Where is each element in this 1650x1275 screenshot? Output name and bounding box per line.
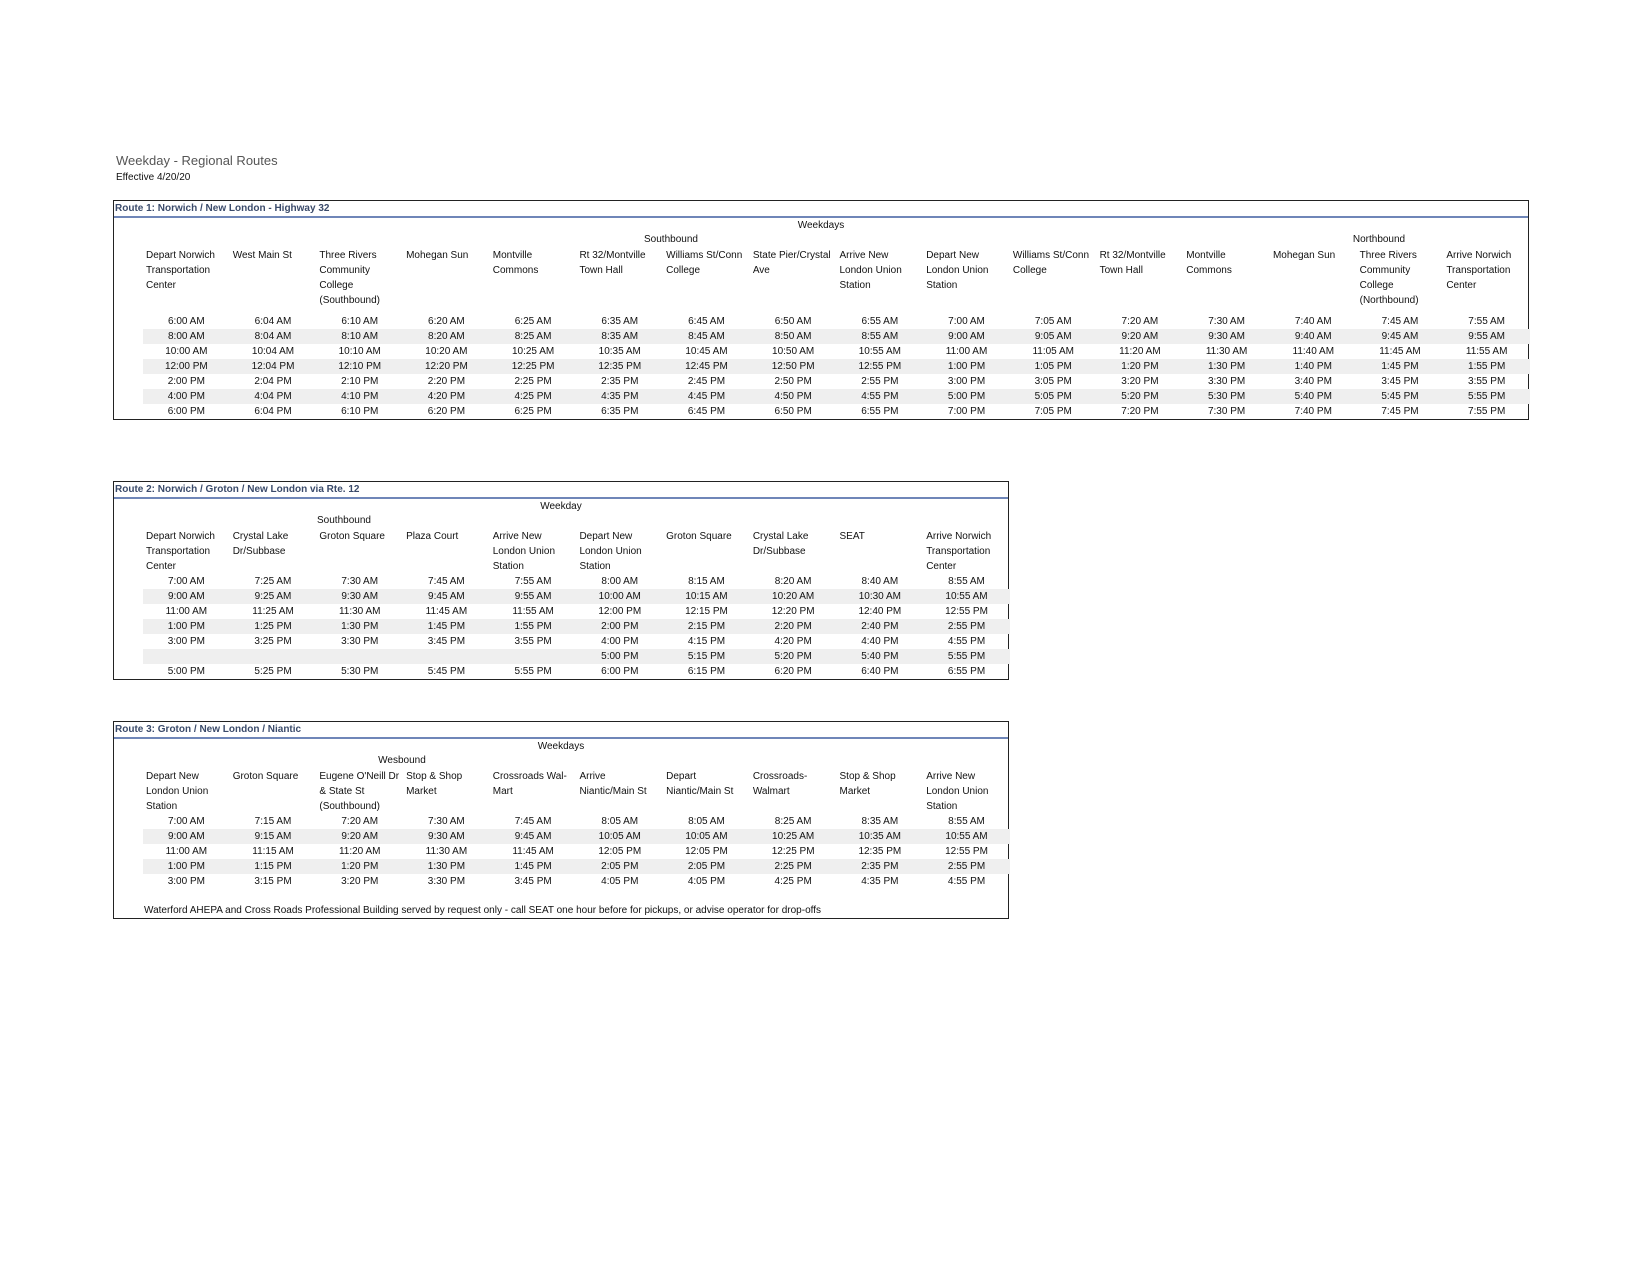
route-1-direction-row [114,233,1528,248]
table-cell: 9:20 AM [316,829,403,844]
table-cell: 10:20 AM [425,346,468,357]
route-1-southbound-label: Southbound [644,234,698,245]
table-cell: 12:35 PM [858,846,902,857]
route-3-westbound-label: Wesbound [378,755,426,766]
table-cell: 10:20 AM [750,589,837,604]
table-cell: 11:55 AM [512,606,554,617]
table-cell: 10:55 AM [858,346,901,357]
column-header: Crossroads Wal- Mart [492,771,567,797]
table-cell: 10:10 AM [338,346,381,357]
table-cell: 10:25 AM [750,829,837,844]
table-cell: 5:55 PM [514,666,552,677]
table-cell: 2:35 PM [837,859,924,874]
column-header: Arrive Norwich Transportation Center [926,531,992,572]
table-cell: 11:20 AM [338,846,381,857]
table-cell: 7:40 AM [1294,316,1332,327]
table-cell: 3:00 PM [947,376,986,387]
table-cell: 9:05 AM [1010,329,1097,344]
table-cell: 5:00 PM [923,389,1010,404]
table-cell: 2:00 PM [167,376,205,387]
table-cell: 9:15 AM [230,829,317,844]
table-cell: 7:30 AM [1208,316,1245,327]
table-cell: 2:10 PM [341,376,379,387]
table-cell: 6:25 AM [514,316,552,327]
table-cell: 10:00 AM [576,589,663,604]
table-cell: 3:45 PM [1381,376,1419,387]
column-header: Depart Niantic/Main St [666,771,734,797]
route-2-banner: Weekday [540,501,582,512]
table-cell: 6:25 PM [514,406,552,417]
column-header: Williams St/Conn College [666,250,743,276]
table-cell: 8:10 AM [316,329,403,344]
table-cell: 1:00 PM [143,859,230,874]
column-header: Arrive New London Union Station [926,771,989,812]
table-cell: 4:55 PM [837,389,924,404]
table-cell: 1:20 PM [1097,359,1184,374]
table-cell: 12:04 PM [230,359,317,374]
table-cell: 10:50 AM [772,346,815,357]
table-cell: 2:25 PM [750,859,837,874]
table-cell: 8:35 AM [576,329,663,344]
table-cell: 5:40 PM [1270,389,1357,404]
table-cell: 5:40 PM [837,649,924,664]
table-cell: 4:50 PM [750,389,837,404]
table-cell: 4:20 PM [774,636,812,647]
route-1-table [113,200,1529,420]
table-cell: 1:55 PM [490,619,577,634]
table-cell: 12:35 PM [576,359,663,374]
table-cell: 3:30 PM [341,636,379,647]
table-cell: 4:25 PM [490,389,577,404]
table-cell: 5:20 PM [750,649,837,664]
table-cell: 7:30 AM [428,816,465,827]
table-cell: 6:10 PM [341,406,379,417]
table-cell: 6:35 PM [601,406,639,417]
table-cell: 2:05 PM [663,859,750,874]
table-cell: 7:45 AM [514,816,552,827]
table-cell: 7:20 PM [1121,406,1159,417]
table-cell: 9:40 AM [1270,329,1357,344]
table-cell: 8:50 AM [750,329,837,344]
column-header: Crossroads- Walmart [752,771,808,797]
table-cell: 7:00 AM [167,816,205,827]
table-cell: 1:55 PM [1443,359,1530,374]
table-cell: 7:30 AM [341,576,379,587]
table-cell: 7:55 AM [514,576,552,587]
table-cell: 12:20 PM [403,359,490,374]
table-cell: 8:55 AM [837,329,924,344]
route-1-banner: Weekdays [797,220,845,231]
table-cell [143,649,230,664]
table-cell: 8:35 AM [861,816,899,827]
table-cell: 11:30 AM [425,846,468,857]
table-cell: 7:20 AM [341,816,379,827]
table-cell: 3:30 PM [1207,376,1246,387]
table-cell: 5:30 PM [1183,389,1270,404]
table-cell: 5:25 PM [254,666,292,677]
table-cell [230,649,317,664]
route-3-banner: Weekdays [537,741,585,752]
table-cell: 7:45 AM [1381,316,1419,327]
route-1-northbound-label: Northbound [1352,234,1406,245]
table-cell: 3:55 PM [1468,376,1506,387]
route-3-direction-row [114,754,1008,769]
table-cell: 3:00 PM [167,636,205,647]
table-cell: 12:40 PM [858,606,902,617]
table-cell: 6:10 AM [341,316,379,327]
table-cell: 1:20 PM [316,859,403,874]
table-cell: 12:00 PM [143,359,230,374]
table-cell: 2:35 PM [601,376,639,387]
document-title: Weekday - Regional Routes [116,153,278,168]
table-cell: 11:00 AM [945,346,988,357]
table-cell: 6:04 AM [254,316,292,327]
table-cell: 6:50 PM [774,406,812,417]
table-cell: 8:55 AM [948,576,985,587]
table-cell: 6:00 PM [601,666,639,677]
table-cell: 1:25 PM [230,619,317,634]
column-header: Arrive Niantic/Main St [579,771,647,797]
table-cell: 8:40 AM [861,576,899,587]
table-cell: 8:25 AM [490,329,577,344]
table-cell: 8:20 AM [403,329,490,344]
table-cell: 11:00 AM [165,606,208,617]
table-cell: 12:05 PM [598,846,642,857]
table-cell: 8:04 AM [230,329,317,344]
table-cell: 7:00 PM [947,406,986,417]
column-header: Stop & Shop Market [839,771,896,797]
table-cell: 10:45 AM [685,346,728,357]
column-header: Mohegan Sun [1272,250,1336,261]
column-header: Groton Square [666,531,732,542]
table-cell: 1:30 PM [316,619,403,634]
column-header: Three Rivers Community College (Southbound) [319,250,380,306]
route-1-title: Route 1: Norwich / New London - Highway 32 [114,201,1528,218]
table-cell: 11:00 AM [165,846,208,857]
table-cell: 9:25 AM [230,589,317,604]
column-header: Montville Commons [492,250,539,276]
table-cell: 10:35 AM [598,346,641,357]
table-cell: 2:45 PM [687,376,726,387]
table-cell: 3:15 PM [254,876,292,887]
table-cell: 9:45 AM [490,829,577,844]
table-cell: 5:00 PM [167,666,205,677]
table-cell: 6:45 PM [687,406,726,417]
table-cell: 12:55 PM [945,606,988,617]
table-cell: 1:45 PM [1357,359,1444,374]
table-cell: 2:05 PM [576,859,663,874]
table-cell [490,649,577,664]
table-cell: 11:25 AM [252,606,294,617]
table-cell: 10:00 AM [165,346,208,357]
table-cell: 4:00 PM [601,636,639,647]
table-cell: 4:45 PM [663,389,750,404]
table-cell: 6:20 PM [427,406,466,417]
table-cell: 12:10 PM [316,359,403,374]
table-cell: 7:25 AM [254,576,292,587]
route-3-title: Route 3: Groton / New London / Niantic [114,722,1008,739]
table-cell: 11:30 AM [1205,346,1248,357]
table-cell: 3:20 PM [341,876,379,887]
table-cell: 12:25 PM [490,359,577,374]
table-cell: 12:25 PM [771,846,815,857]
table-cell: 12:55 PM [837,359,924,374]
table-cell: 4:00 PM [143,389,230,404]
column-header: Montville Commons [1186,250,1232,276]
column-header: Stop & Shop Market [406,771,463,797]
table-cell: 3:30 PM [427,876,466,887]
table-cell: 6:04 PM [254,406,292,417]
table-cell [316,649,403,664]
table-cell: 8:05 AM [601,816,639,827]
column-header: Mohegan Sun [406,250,469,261]
column-header: Arrive New London Union Station [839,250,902,291]
table-cell: 3:45 PM [427,636,466,647]
route-2-southbound-label: Southbound [317,515,371,526]
route-3-grid [114,769,1008,889]
table-cell: 7:30 PM [1207,406,1246,417]
column-header: Williams St/Conn College [1012,250,1090,276]
column-header: Depart Norwich Transportation Center [146,531,215,572]
table-cell: 11:55 AM [1465,346,1508,357]
table-cell [403,649,490,664]
table-cell: 2:15 PM [663,619,750,634]
table-cell: 12:15 PM [685,606,728,617]
table-cell: 7:40 PM [1294,406,1332,417]
table-cell: 1:30 PM [1183,359,1270,374]
route-2-direction-row [114,514,1008,529]
table-cell: 6:00 PM [167,406,205,417]
table-cell: 2:55 PM [861,376,899,387]
table-cell: 9:30 AM [1183,329,1270,344]
table-cell: 2:55 PM [923,619,1010,634]
table-cell: 5:30 PM [341,666,379,677]
table-cell: 4:05 PM [601,876,639,887]
table-cell: 1:00 PM [143,619,230,634]
table-cell: 6:40 PM [861,666,899,677]
route-3-service-note: Waterford AHEPA and Cross Roads Professional Building served by request only - call SEAT one hour before for pickups, or advise operator for drop-offs [144,905,822,916]
table-cell: 7:15 AM [254,816,292,827]
table-cell: 3:45 PM [514,876,552,887]
table-cell: 11:05 AM [1032,346,1074,357]
column-header: Plaza Court [406,531,459,542]
table-cell: 3:20 PM [1121,376,1159,387]
table-cell: 9:55 AM [490,589,577,604]
table-cell: 5:00 PM [576,649,663,664]
table-cell: 5:45 PM [1357,389,1444,404]
table-cell: 6:45 AM [688,316,725,327]
table-cell: 5:55 PM [1443,389,1530,404]
table-cell: 1:15 PM [230,859,317,874]
table-cell: 1:05 PM [1010,359,1097,374]
route-2-grid [114,529,1008,679]
table-cell: 11:45 AM [425,606,468,617]
table-cell: 10:55 AM [923,829,1010,844]
table-cell: 2:00 PM [576,619,663,634]
table-cell: 7:55 PM [1468,406,1506,417]
table-cell: 1:30 PM [403,859,490,874]
table-cell: 2:55 PM [923,859,1010,874]
table-cell: 3:25 PM [254,636,292,647]
table-cell: 10:05 AM [663,829,750,844]
table-cell: 9:30 AM [403,829,490,844]
column-header: West Main St [232,250,292,261]
table-cell: 12:45 PM [663,359,750,374]
column-header: Arrive New London Union Station [492,531,556,572]
column-header: Three Rivers Community College (Northbound) [1359,250,1419,306]
table-cell: 10:35 AM [837,829,924,844]
table-cell: 3:40 PM [1294,376,1332,387]
table-cell: 4:20 PM [403,389,490,404]
table-cell: 10:05 AM [576,829,663,844]
table-cell: 11:45 AM [512,846,554,857]
column-header: SEAT [839,531,865,542]
table-cell: 6:50 AM [774,316,812,327]
table-cell: 4:55 PM [947,636,986,647]
table-cell: 7:45 AM [428,576,465,587]
table-cell: 7:05 PM [1034,406,1072,417]
table-cell: 2:04 PM [254,376,292,387]
table-cell: 2:20 PM [427,376,466,387]
table-cell: 8:00 AM [601,576,639,587]
column-header: Depart New London Union Station [579,531,642,572]
table-cell: 12:00 PM [598,606,642,617]
table-cell: 9:30 AM [316,589,403,604]
table-cell: 9:00 AM [923,329,1010,344]
table-cell: 11:45 AM [1379,346,1421,357]
table-cell: 8:45 AM [663,329,750,344]
table-cell: 2:25 PM [514,376,552,387]
table-cell: 4:35 PM [576,389,663,404]
table-cell: 9:00 AM [143,589,230,604]
table-cell: 6:20 AM [428,316,465,327]
column-header: Arrive Norwich Transportation Center [1446,250,1512,291]
column-header: Depart New London Union Station [926,250,989,291]
table-cell: 6:00 AM [167,316,205,327]
table-cell: 5:45 PM [427,666,466,677]
column-header: Rt 32/Montville Town Hall [1099,250,1166,276]
table-cell: 4:25 PM [774,876,812,887]
column-header: Crystal Lake Dr/Subbase [752,531,809,557]
table-cell: 4:15 PM [687,636,726,647]
table-cell: 5:15 PM [663,649,750,664]
table-cell: 11:15 AM [252,846,294,857]
table-cell: 6:55 PM [947,666,986,677]
table-cell: 12:05 PM [685,846,728,857]
column-header: Groton Square [232,771,299,782]
table-cell: 10:25 AM [511,346,555,357]
table-cell: 2:20 PM [750,619,837,634]
table-cell: 12:50 PM [750,359,837,374]
table-cell: 9:55 AM [1443,329,1530,344]
table-cell: 10:04 AM [251,346,295,357]
table-cell: 1:00 PM [923,359,1010,374]
column-header: Rt 32/Montville Town Hall [579,250,646,276]
column-header: Depart Norwich Transportation Center [146,250,215,291]
table-cell: 1:40 PM [1270,359,1357,374]
table-cell: 8:15 AM [688,576,725,587]
table-cell: 11:20 AM [1119,346,1161,357]
table-cell: 4:05 PM [687,876,726,887]
table-cell: 5:55 PM [923,649,1010,664]
table-cell: 6:55 PM [861,406,899,417]
table-cell: 6:15 PM [687,666,726,677]
table-cell: 3:05 PM [1034,376,1072,387]
table-cell: 7:00 AM [167,576,205,587]
route-3-table [113,721,1009,919]
column-header: Eugene O'Neill Dr & State St (Southbound) [319,771,400,812]
table-cell: 7:45 PM [1381,406,1419,417]
table-cell: 9:45 AM [403,589,490,604]
table-cell: 7:05 AM [1034,316,1072,327]
table-cell: 4:10 PM [316,389,403,404]
table-cell: 4:35 PM [861,876,899,887]
table-cell: 7:55 AM [1468,316,1505,327]
table-cell: 8:20 AM [774,576,812,587]
table-cell: 10:55 AM [923,589,1010,604]
table-cell: 7:20 AM [1121,316,1159,327]
column-header: Crystal Lake Dr/Subbase [232,531,289,557]
table-cell: 8:00 AM [143,329,230,344]
table-cell: 10:30 AM [837,589,924,604]
table-cell: 8:05 AM [688,816,725,827]
table-cell: 2:40 PM [837,619,924,634]
table-cell: 7:00 AM [948,316,985,327]
route-2-table [113,481,1009,680]
table-cell: 8:55 AM [948,816,985,827]
table-cell: 6:55 AM [861,316,899,327]
column-header: Depart New London Union Station [146,771,209,812]
table-cell: 9:20 AM [1097,329,1184,344]
column-header: Groton Square [319,531,385,542]
effective-date: Effective 4/20/20 [116,172,191,183]
table-cell: 9:45 AM [1357,329,1444,344]
table-cell: 1:45 PM [403,619,490,634]
table-cell: 11:40 AM [1292,346,1335,357]
table-cell: 11:30 AM [338,606,381,617]
table-cell: 3:55 PM [514,636,552,647]
table-cell: 12:20 PM [771,606,815,617]
table-cell: 10:15 AM [663,589,750,604]
table-cell: 5:05 PM [1010,389,1097,404]
table-cell: 6:20 PM [774,666,812,677]
table-cell: 6:35 AM [601,316,639,327]
table-cell: 4:04 PM [230,389,317,404]
table-cell: 8:25 AM [774,816,812,827]
route-1-grid [114,248,1528,419]
table-cell: 4:40 PM [861,636,899,647]
table-cell: 5:20 PM [1097,389,1184,404]
table-cell: 4:55 PM [947,876,986,887]
table-cell: 12:55 PM [945,846,988,857]
table-cell: 2:50 PM [774,376,812,387]
table-cell: 9:00 AM [143,829,230,844]
table-cell: 1:45 PM [490,859,577,874]
column-header: State Pier/Crystal Ave [752,250,831,276]
table-cell: 3:00 PM [167,876,205,887]
route-2-title: Route 2: Norwich / Groton / New London via Rte. 12 [114,482,1008,499]
